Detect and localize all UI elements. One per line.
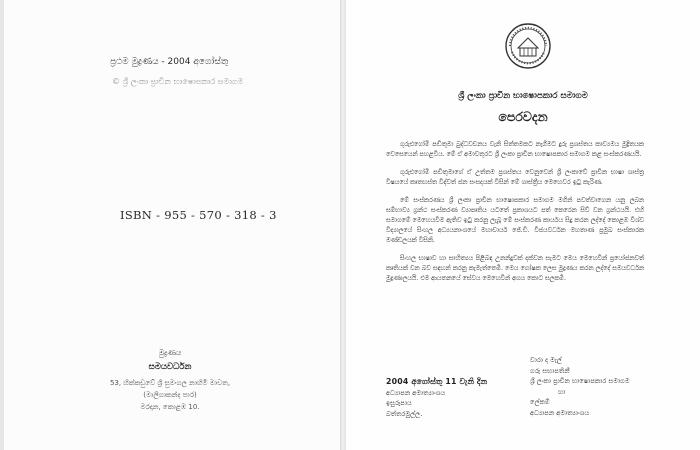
society-seal-icon <box>504 22 552 70</box>
signature-line: ශ්‍රී ලංකා ප්‍රාචීන භාෂොපකාර සමාගම <box>530 377 630 385</box>
signature-line: වාරා ද මැල් <box>530 356 562 364</box>
foreword-date: 2004 අගෝස්තු 11 වැනි දින <box>386 377 488 386</box>
signature-line: අධ්‍යාපන අමාත්‍යාංශය <box>530 408 590 417</box>
signature-line: ලේකම් <box>530 398 550 406</box>
signature-line: හා <box>558 387 566 396</box>
printer-address <box>0 377 340 413</box>
place-line: බත්තරමුල්ල. <box>386 409 423 418</box>
society-name: ශ්‍රී ලංකා ප්‍රාචීන භාෂොපකාර සමාගම <box>458 91 588 101</box>
edition-line: ප්‍රථම මුද්‍රණය - 2004 අගෝස්තු <box>110 57 229 67</box>
signature-line: ගරු සභාපතිනී <box>530 366 570 375</box>
foreword-paragraph: ගුරුළුගෝමි පඬිතුමා බුද්ධවචනය වැනි සිත්තමකට නැගීමට දුරු ප්‍රශස්තය කාව්‍යමය මුද්‍රිතයක වෙසෙයෙන් පහළවිය. මේ ඒ අමාවතුරට ශ්‍රී ලංකා ප්‍රාචීන භාෂොපකාර සමාගම කළ සංස්කරණයයි. <box>386 141 644 158</box>
copyright-line: © ශ්‍රී ලංකා ප්‍රාචීන භාෂොපකාර සමාගම <box>112 77 244 86</box>
printer-address-line: මරදාන, කොළඹ 10. <box>140 403 200 411</box>
foreword-body <box>386 140 644 292</box>
foreword-paragraph: මේ සංස්කරණය ශ්‍රී ලංකා ප්‍රාචීන භාෂොපකාර සමාගම මගින් පවත්වාගෙන යනු ලබන සම්භාව්‍ය ග්‍රන්ථ සංස්කරණ ව්‍යාපෘතිය යටතේ ප්‍රකාශයට පත් කෙරෙන සිව් වන ග්‍රන්ථයයි. එහි සමාගමේ මෙහෙයවීම ඇතිව ඉටු කරනු ලැබූ මේ සංස්කරණ කාර්යය සිදු කරන ලද්දේ කොළඹ විශ්ව විද්‍යාලයේ සිංහල අධ්‍යයනාංශයේ මහාචාර්ය ජේ.ඩී. විජයවර්ධන මහතාණ ප්‍රමුඛ සංස්කාරක මණ්ඩලයක් විසිනි. <box>386 197 644 244</box>
printer-name: සමයවර්ධන <box>148 362 192 372</box>
date-place-block <box>386 377 487 419</box>
foreword-paragraph: ගුරුළුගෝමි පඬිතුමාගේ ඒ උත්තම ප්‍රශස්තය වෙනුවෙන් ශ්‍රී ලංකාවේ ප්‍රාචීන භාෂා ශාස්ත්‍ර විෂයයේ කෘතහස්ත විද්වත් ජන සංසදයක් විසින් මේ ශාස්ත්‍රීය මෙහෙවර ඉටු කැරිණ. <box>386 169 644 186</box>
place-line: ඉසුරුපාය <box>386 399 412 407</box>
printer-address-line: (මාලිගාකන්ද පාර) <box>143 391 197 399</box>
printer-heading: මුද්‍රණය <box>158 348 182 357</box>
place-line: අධ්‍යාපන අමාත්‍යාංශය <box>386 388 446 397</box>
page-title: පෙරවදන <box>498 109 548 124</box>
foreword-paragraph: සිංහල භාෂාව හා සාහිත්‍යය පිළිබඳ උනන්දුවක් දක්වන සැමට මෙය මෙහෙවින් ප්‍රයෝජනවත් කෘතියක් වන බව සඳහන් කරනු කැමැත්තෙමි. මෙය ගෝෂක ලෙස මුද්‍රණය කරන ලද්දේ සමයවර්ධන මුද්‍රණාලයයි. එම ආයතනයේ සේවය මෙහෙවින් අගය කොට සලකමි. <box>386 255 644 282</box>
isbn-number: ISBN - 955 - 570 - 318 - 3 <box>120 208 277 222</box>
signature-block <box>530 355 630 418</box>
printer-address-line: 53, හික්කඩුවේ ශ්‍රී සුමංගල නාහිමි මාවත, <box>109 379 231 387</box>
